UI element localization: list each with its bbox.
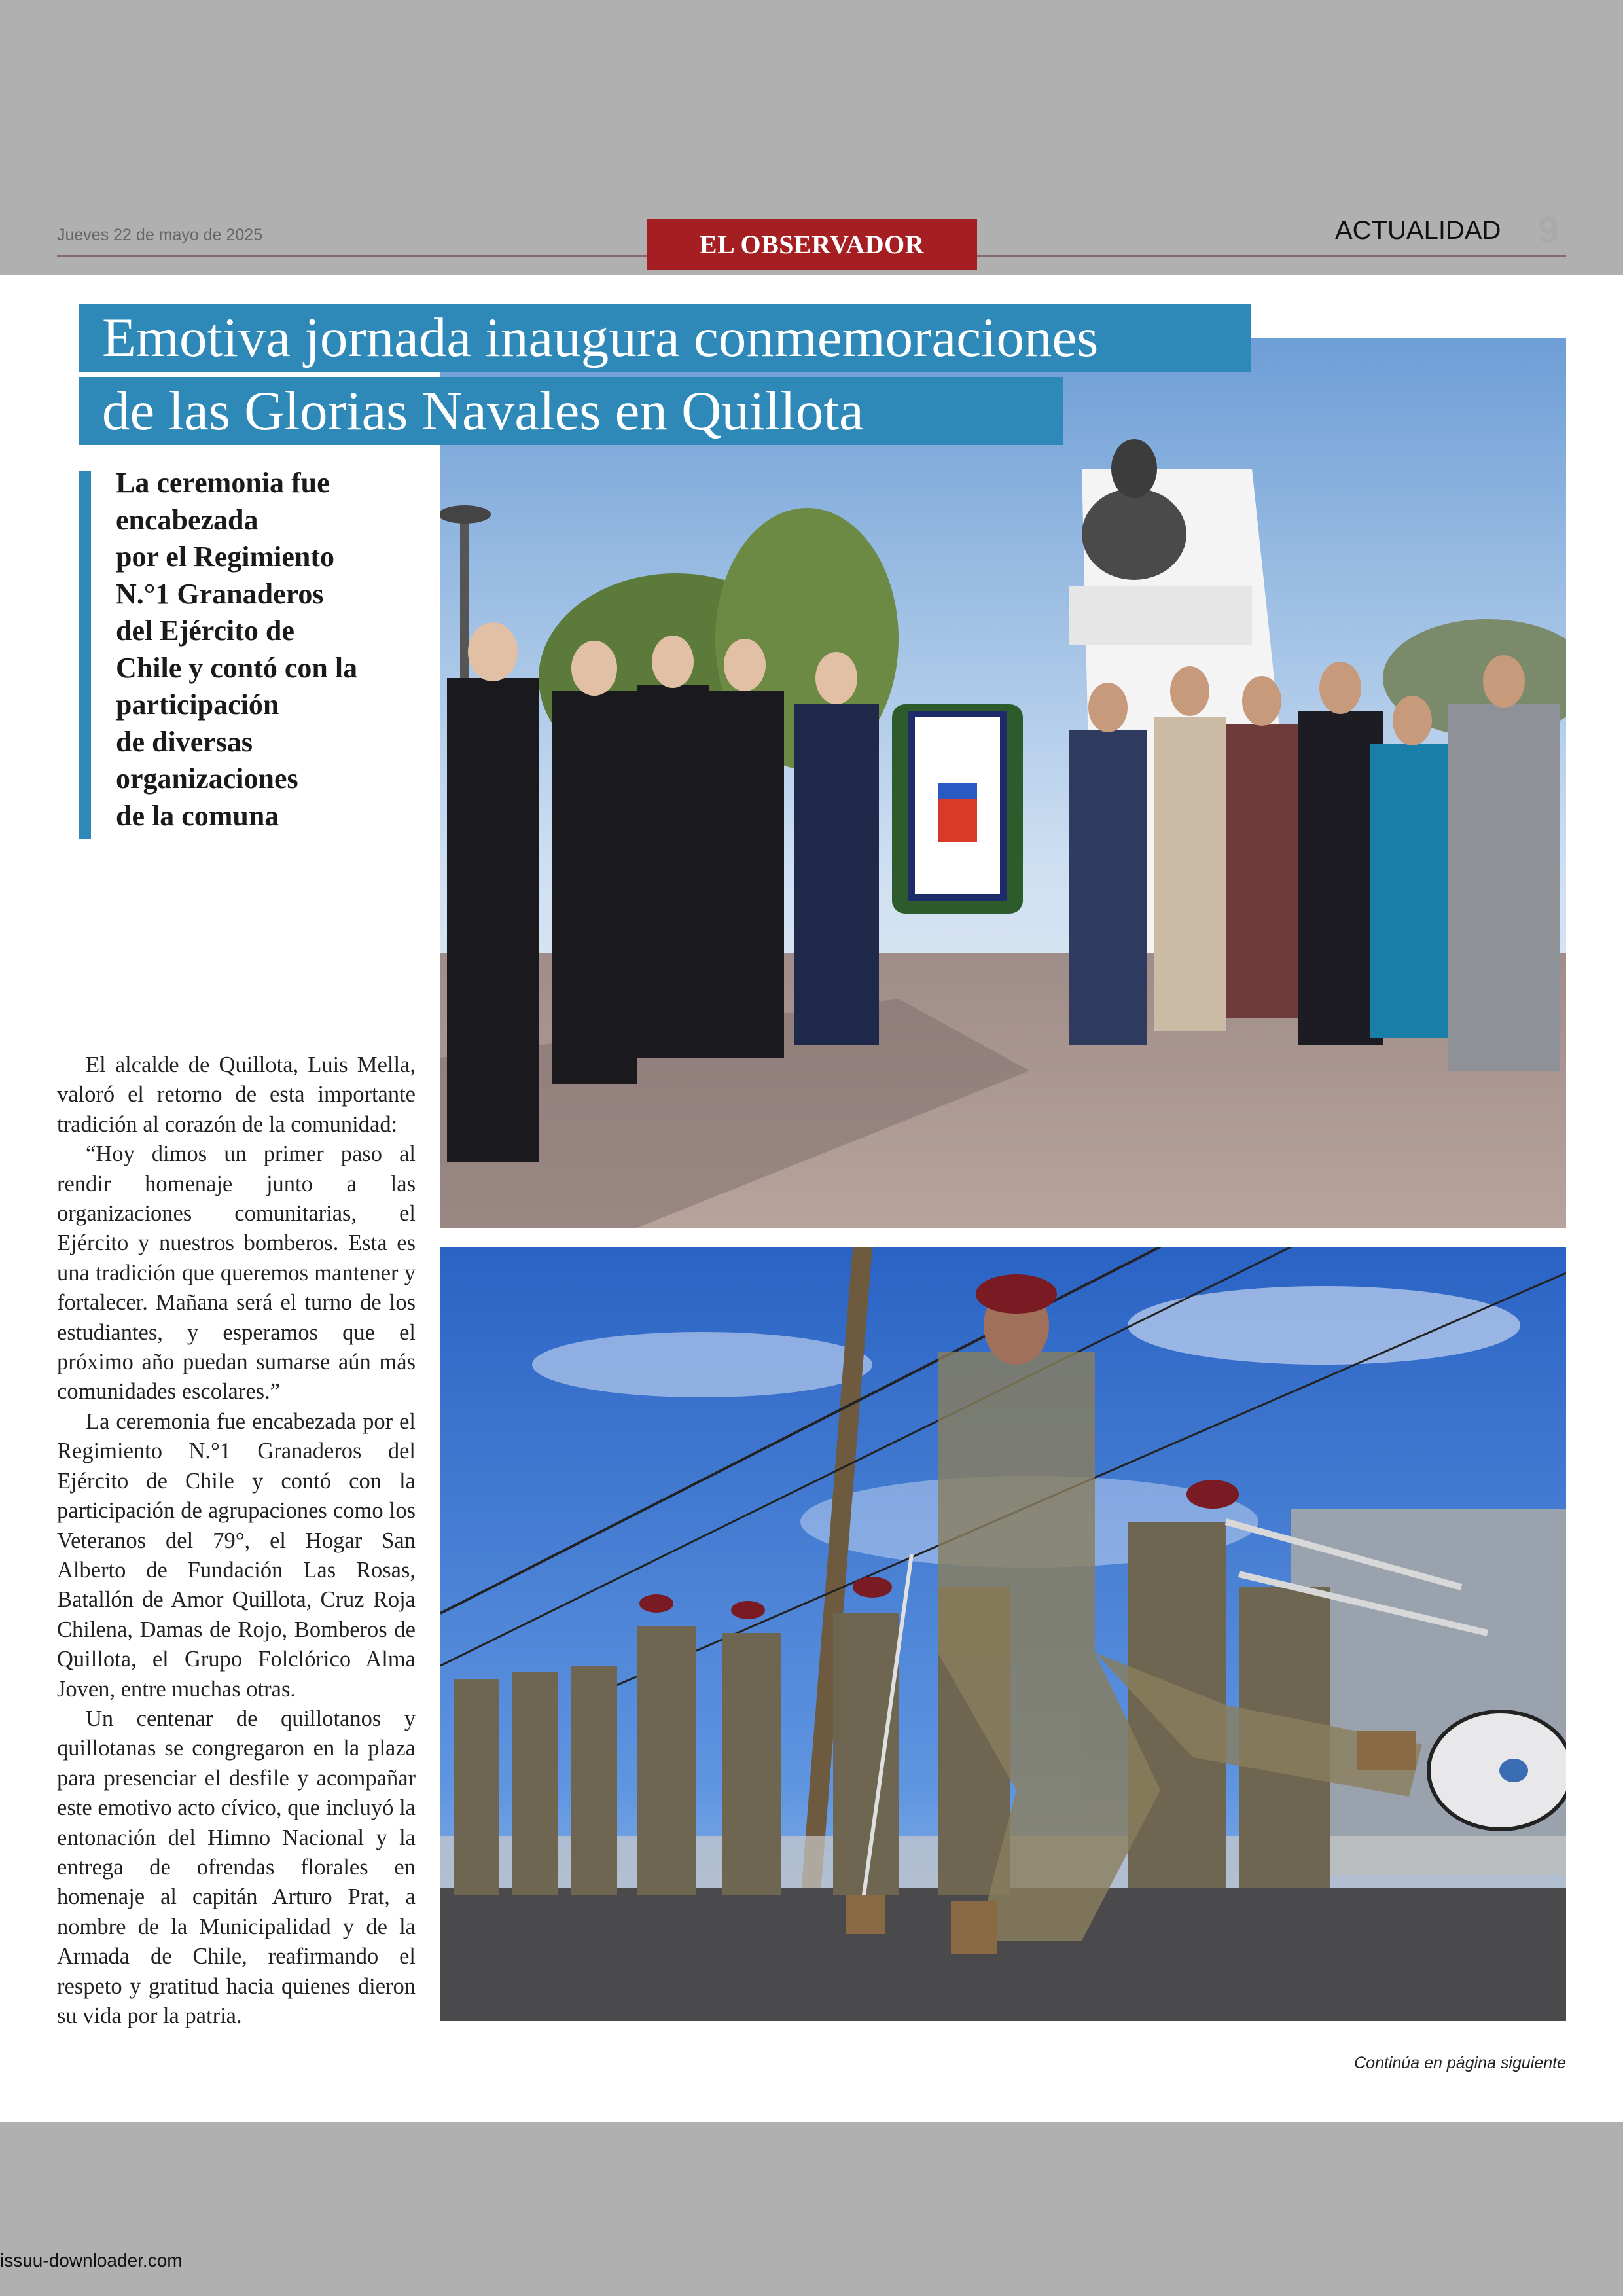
parade-photo [440,1247,1566,2021]
lead-accent-bar [79,471,91,839]
article-paragraph: Un centenar de quillotanos y quillotanas se congregaron en la plaza para presenciar el desfile y acompañar este emotivo acto cívico, que incluyó la entonación del Himno Nacional y la entrega de ofrendas florales en homenaje al capitán Arturo Prat, a nombre de la Municipalidad y de la Armada de Chile, reafirmando el respeto y gratitud hacia quienes dieron su vida por la patria. [57,1706,416,2028]
lead-line: Chile y contó con la [116,651,358,684]
page-number: 9 [1538,209,1560,251]
headline-line-2: de las Glorias Navales en Quillota [79,377,1063,445]
article-paragraph: “Hoy dimos un primer paso al rendir homenaje junto a las organizaciones comunitarias, el Ejército y nuestros bomberos. Esta es una tradición que queremos mantener y fortalecer. Mañana será el turno de los estudiantes, y esperamos que el próximo año puedan sumarse aún más comunidades escolares.” [57,1141,416,1405]
article-paragraph: La ceremonia fue encabezada por el Regimiento N.°1 Granaderos del Ejército de Chile y contó con la participación de agrupaciones como los Veteranos del 79°, el Hogar San Alberto de Fundación Las Rosas, Batallón de Amor Quillota, Cruz Roja Chilena, Damas de Rojo, Bomberos de Quillota, el Grupo Folclórico Alma Joven, entre muchas otras. [57,1408,416,1702]
issue-date: Jueves 22 de mayo de 2025 [57,226,263,244]
article-body [57,1050,416,2031]
headline-line-1: Emotiva jornada inaugura conmemoraciones [79,304,1251,372]
lead-line: N.°1 Granaderos [116,577,324,610]
masthead: EL OBSERVADOR [647,219,977,270]
lead-line: organizaciones [116,762,298,795]
section-label: ACTUALIDAD [1335,216,1501,245]
lead-line: de la comuna [116,799,279,832]
lead-line: encabezada [116,503,259,536]
continues-note: Continúa en página siguiente [1354,2054,1566,2072]
article-paragraph: El alcalde de Quillota, Luis Mella, valoró el retorno de esta importante tradición al corazón de la comunidad: [57,1052,416,1137]
ceremony-photo [440,338,1566,1228]
lead-line: La ceremonia fue [116,467,330,499]
lead-line: de diversas [116,725,253,758]
lead-line: del Ejército de [116,615,294,647]
lead-line: por el Regimiento [116,541,335,573]
ceremony-photo-image [440,338,1566,1228]
lead-summary [116,465,404,834]
watermark: issuu-downloader.com [0,2250,183,2270]
lead-line: participación [116,689,279,721]
parade-photo-image [440,1247,1566,2021]
